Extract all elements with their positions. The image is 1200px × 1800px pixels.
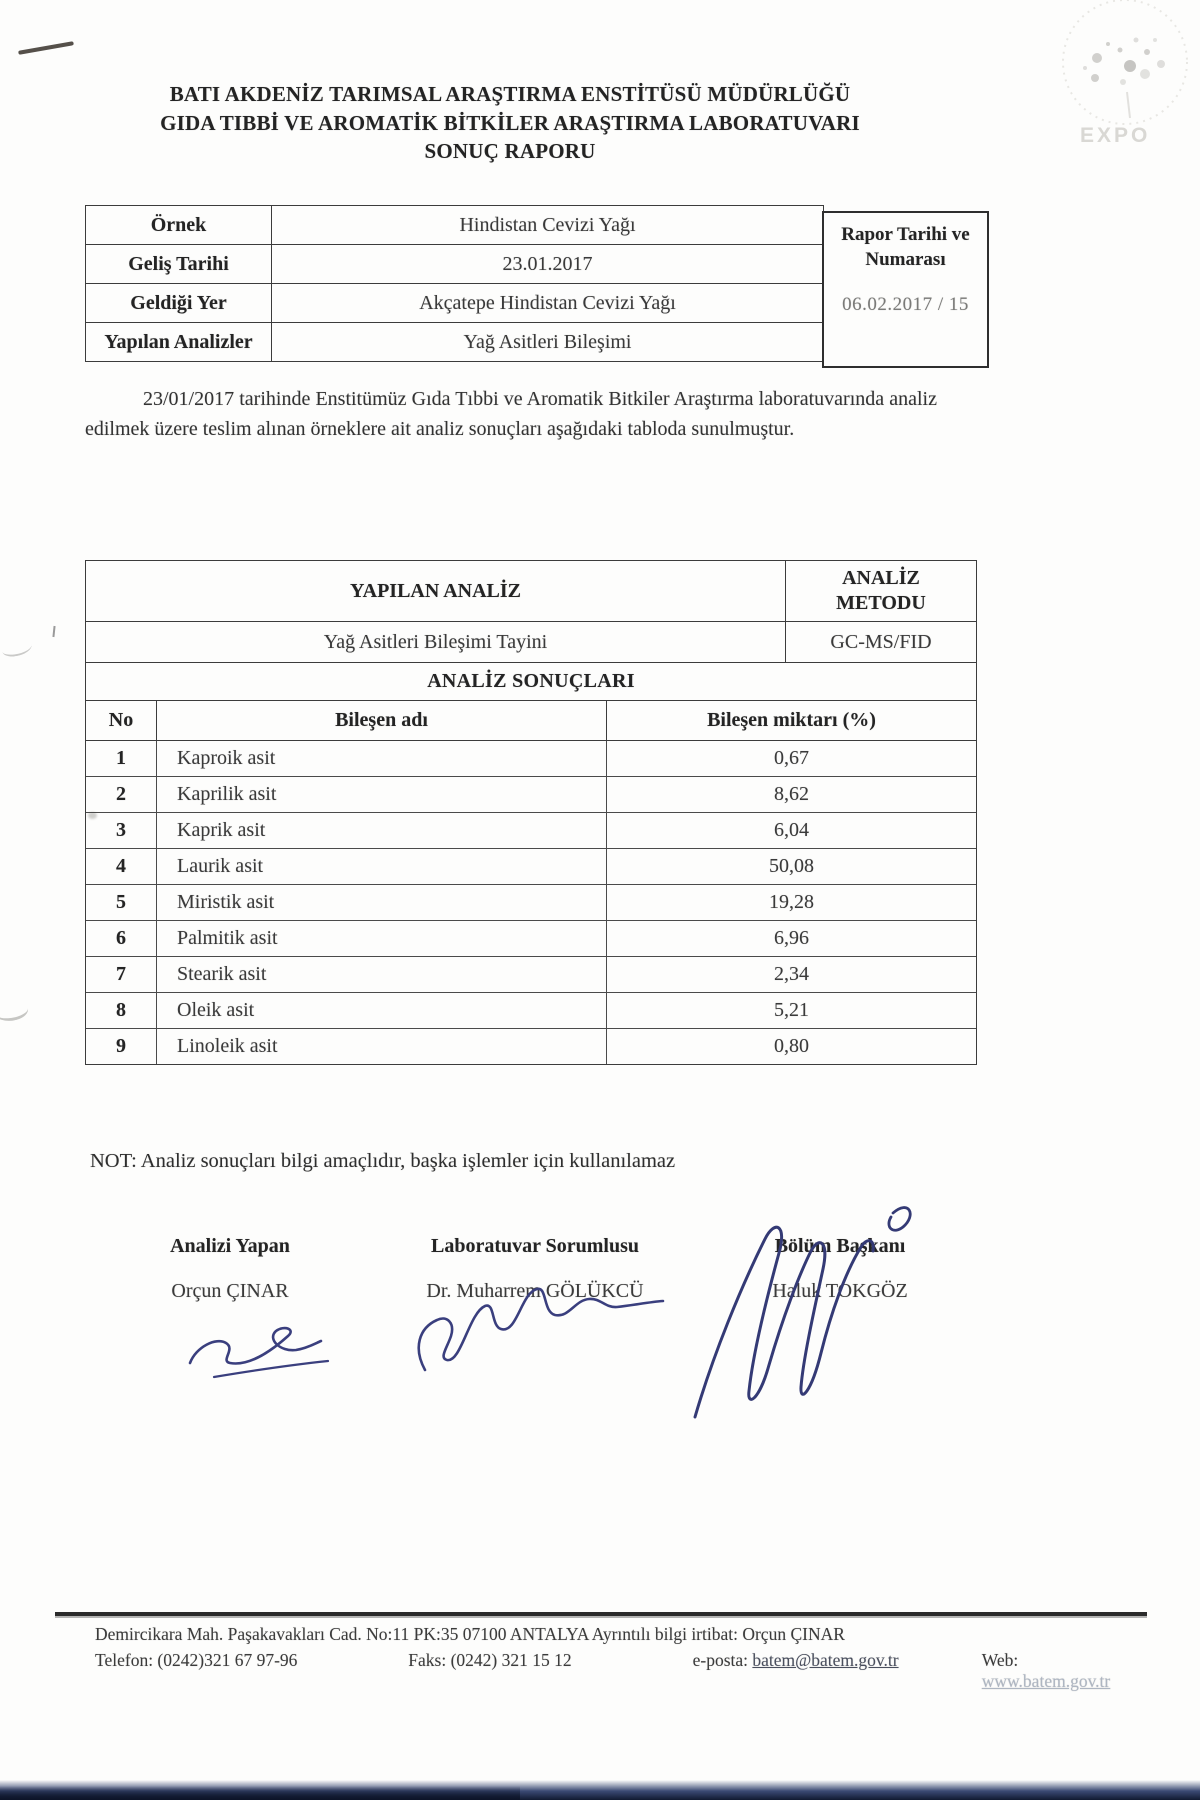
- table-row: [86, 956, 976, 992]
- table-row: [86, 812, 976, 848]
- footer-web-link: www.batem.gov.tr: [981, 1671, 1111, 1691]
- signature-title: Laboratuvar Sorumlusu: [430, 1235, 639, 1257]
- footer-email-wrap: [693, 1650, 982, 1692]
- info-label-gelis-tarihi: Geliş Tarihi: [86, 245, 272, 283]
- row-amount: 5,21: [774, 999, 809, 1021]
- row-component: Kaproik asit: [157, 741, 607, 776]
- table-row: [86, 848, 976, 884]
- row-no: 5: [86, 885, 157, 920]
- row-amount: 0,67: [774, 747, 809, 769]
- table-row: [86, 322, 823, 361]
- report-box-title: Rapor Tarihi ve Numarası: [841, 224, 970, 270]
- row-component: Kaprilik asit: [157, 777, 607, 812]
- row-no: 4: [86, 849, 157, 884]
- info-value-yapilan-analizler: Yağ Asitleri Bileşimi: [463, 330, 632, 353]
- sample-info-table: [85, 205, 824, 362]
- table-row: [86, 920, 976, 956]
- row-amount: 2,34: [774, 963, 809, 985]
- row-amount: 8,62: [774, 783, 809, 805]
- info-label-yapilan-analizler: Yapılan Analizler: [86, 323, 272, 361]
- analysis-name: Yağ Asitleri Bileşimi Tayini: [86, 622, 786, 662]
- info-value-geldigi-yer: Akçatepe Hindistan Cevizi Yağı: [419, 291, 676, 314]
- signature-title: Bölüm Başkanı: [774, 1235, 906, 1257]
- row-no: 3: [86, 813, 157, 848]
- column-header-amount: Bileşen miktarı (%): [707, 709, 876, 731]
- table-row: [86, 283, 823, 322]
- note-text: NOT: Analiz sonuçları bilgi amaçlıdır, başka işlemler için kullanılamaz: [90, 1150, 676, 1172]
- row-component: Linoleik asit: [157, 1029, 607, 1064]
- footer-web-label: Web:: [981, 1650, 1019, 1670]
- info-value-gelis-tarihi: 23.01.2017: [502, 252, 593, 275]
- report-box-value: 06.02.2017 / 15: [842, 294, 969, 315]
- row-amount: 6,04: [774, 819, 809, 841]
- pen-mark-artifact: [18, 41, 74, 55]
- footer-phone: Telefon: (0242)321 67 97-96: [95, 1650, 298, 1670]
- row-component: Miristik asit: [157, 885, 607, 920]
- row-amount: 50,08: [769, 855, 814, 877]
- signature-name: Orçun ÇINAR: [171, 1280, 289, 1302]
- intro-paragraph: 23/01/2017 tarihinde Enstitümüz Gıda Tıbbi ve Aromatik Bitkiler Araştırma laboratuvarında analiz edilmek üzere teslim alınan örneklere ait analiz sonuçları aşağıdaki tabloda sunulmuştur.: [85, 388, 937, 440]
- signature-name: Dr. Muharrem GÖLÜKCÜ: [426, 1280, 644, 1302]
- row-no: 1: [86, 741, 157, 776]
- table-row: [86, 622, 976, 663]
- row-no: 9: [86, 1029, 157, 1064]
- table-row: [86, 884, 976, 920]
- row-component: Laurik asit: [157, 849, 607, 884]
- analysis-results-table: [85, 560, 977, 1065]
- table-row: [86, 244, 823, 283]
- expo-stamp-label: EXPO: [1080, 124, 1151, 147]
- table-row: [86, 1028, 976, 1064]
- signature-column-dept-head: [695, 1235, 985, 1303]
- signature-name: Haluk TOKGÖZ: [772, 1280, 908, 1302]
- info-value-ornek: Hindistan Cevizi Yağı: [459, 213, 636, 236]
- signature-block: [85, 1235, 985, 1303]
- table-row: [86, 206, 823, 244]
- footer-email-label: e-posta:: [692, 1650, 753, 1670]
- analysis-header-right: ANALİZ METODU: [836, 567, 926, 614]
- scan-edge-artifact: [0, 1786, 520, 1800]
- column-header-name: Bileşen adı: [157, 701, 607, 740]
- row-amount: 6,96: [774, 927, 809, 949]
- header-line-3: SONUÇ RAPORU: [424, 139, 596, 163]
- footer-address: Demircikara Mah. Paşakavakları Cad. No:11 PK:35 07100 ANTALYA Ayrıntılı bilgi irtibat: Orçun ÇINAR: [95, 1624, 845, 1644]
- margin-tick-artifact: [52, 626, 55, 637]
- margin-curl-artifact: [0, 996, 30, 1025]
- row-component: Stearik asit: [157, 957, 607, 992]
- row-amount: 0,80: [774, 1035, 809, 1057]
- analysis-section-title: ANALİZ SONUÇLARI: [86, 663, 976, 701]
- row-component: Palmitik asit: [157, 921, 607, 956]
- analysis-method: GC-MS/FID: [830, 630, 932, 653]
- table-row: [86, 561, 976, 622]
- row-amount: 19,28: [769, 891, 814, 913]
- table-row: [86, 741, 976, 776]
- document-header: [85, 80, 935, 166]
- margin-curl-artifact: [1, 638, 33, 658]
- row-no: 2: [86, 777, 157, 812]
- info-label-ornek: Örnek: [86, 206, 272, 244]
- report-date-number-box: [822, 211, 989, 368]
- signature-title: Analizi Yapan: [170, 1235, 290, 1257]
- table-row: [86, 776, 976, 812]
- signature-ink-orcun: [180, 1315, 350, 1395]
- footer-email-link: batem@batem.gov.tr: [752, 1650, 899, 1670]
- row-component: Oleik asit: [157, 993, 607, 1028]
- footer-rule: [55, 1612, 1147, 1616]
- row-component: Kaprik asit: [157, 813, 607, 848]
- row-no: 6: [86, 921, 157, 956]
- signature-column-lab-manager: [375, 1235, 695, 1303]
- table-row: [86, 992, 976, 1028]
- analysis-header-left: YAPILAN ANALİZ: [86, 561, 786, 621]
- table-header-row: [86, 701, 976, 741]
- signature-column-analyst: [85, 1235, 375, 1303]
- info-label-geldigi-yer: Geldiği Yer: [86, 284, 272, 322]
- header-line-2: GIDA TIBBİ VE AROMATİK BİTKİLER ARAŞTIRMA LABORATUVARI: [160, 110, 860, 135]
- footer-contacts: [95, 1650, 1145, 1692]
- footer-fax: Faks: (0242) 321 15 12: [408, 1650, 572, 1670]
- column-header-no: No: [86, 701, 157, 740]
- row-no: 7: [86, 957, 157, 992]
- header-line-1: BATI AKDENİZ TARIMSAL ARAŞTIRMA ENSTİTÜSÜ MÜDÜRLÜĞÜ: [169, 82, 851, 106]
- signature-ink-haluk: [665, 1195, 915, 1425]
- footer-web-wrap: [982, 1650, 1145, 1692]
- row-no: 8: [86, 993, 157, 1028]
